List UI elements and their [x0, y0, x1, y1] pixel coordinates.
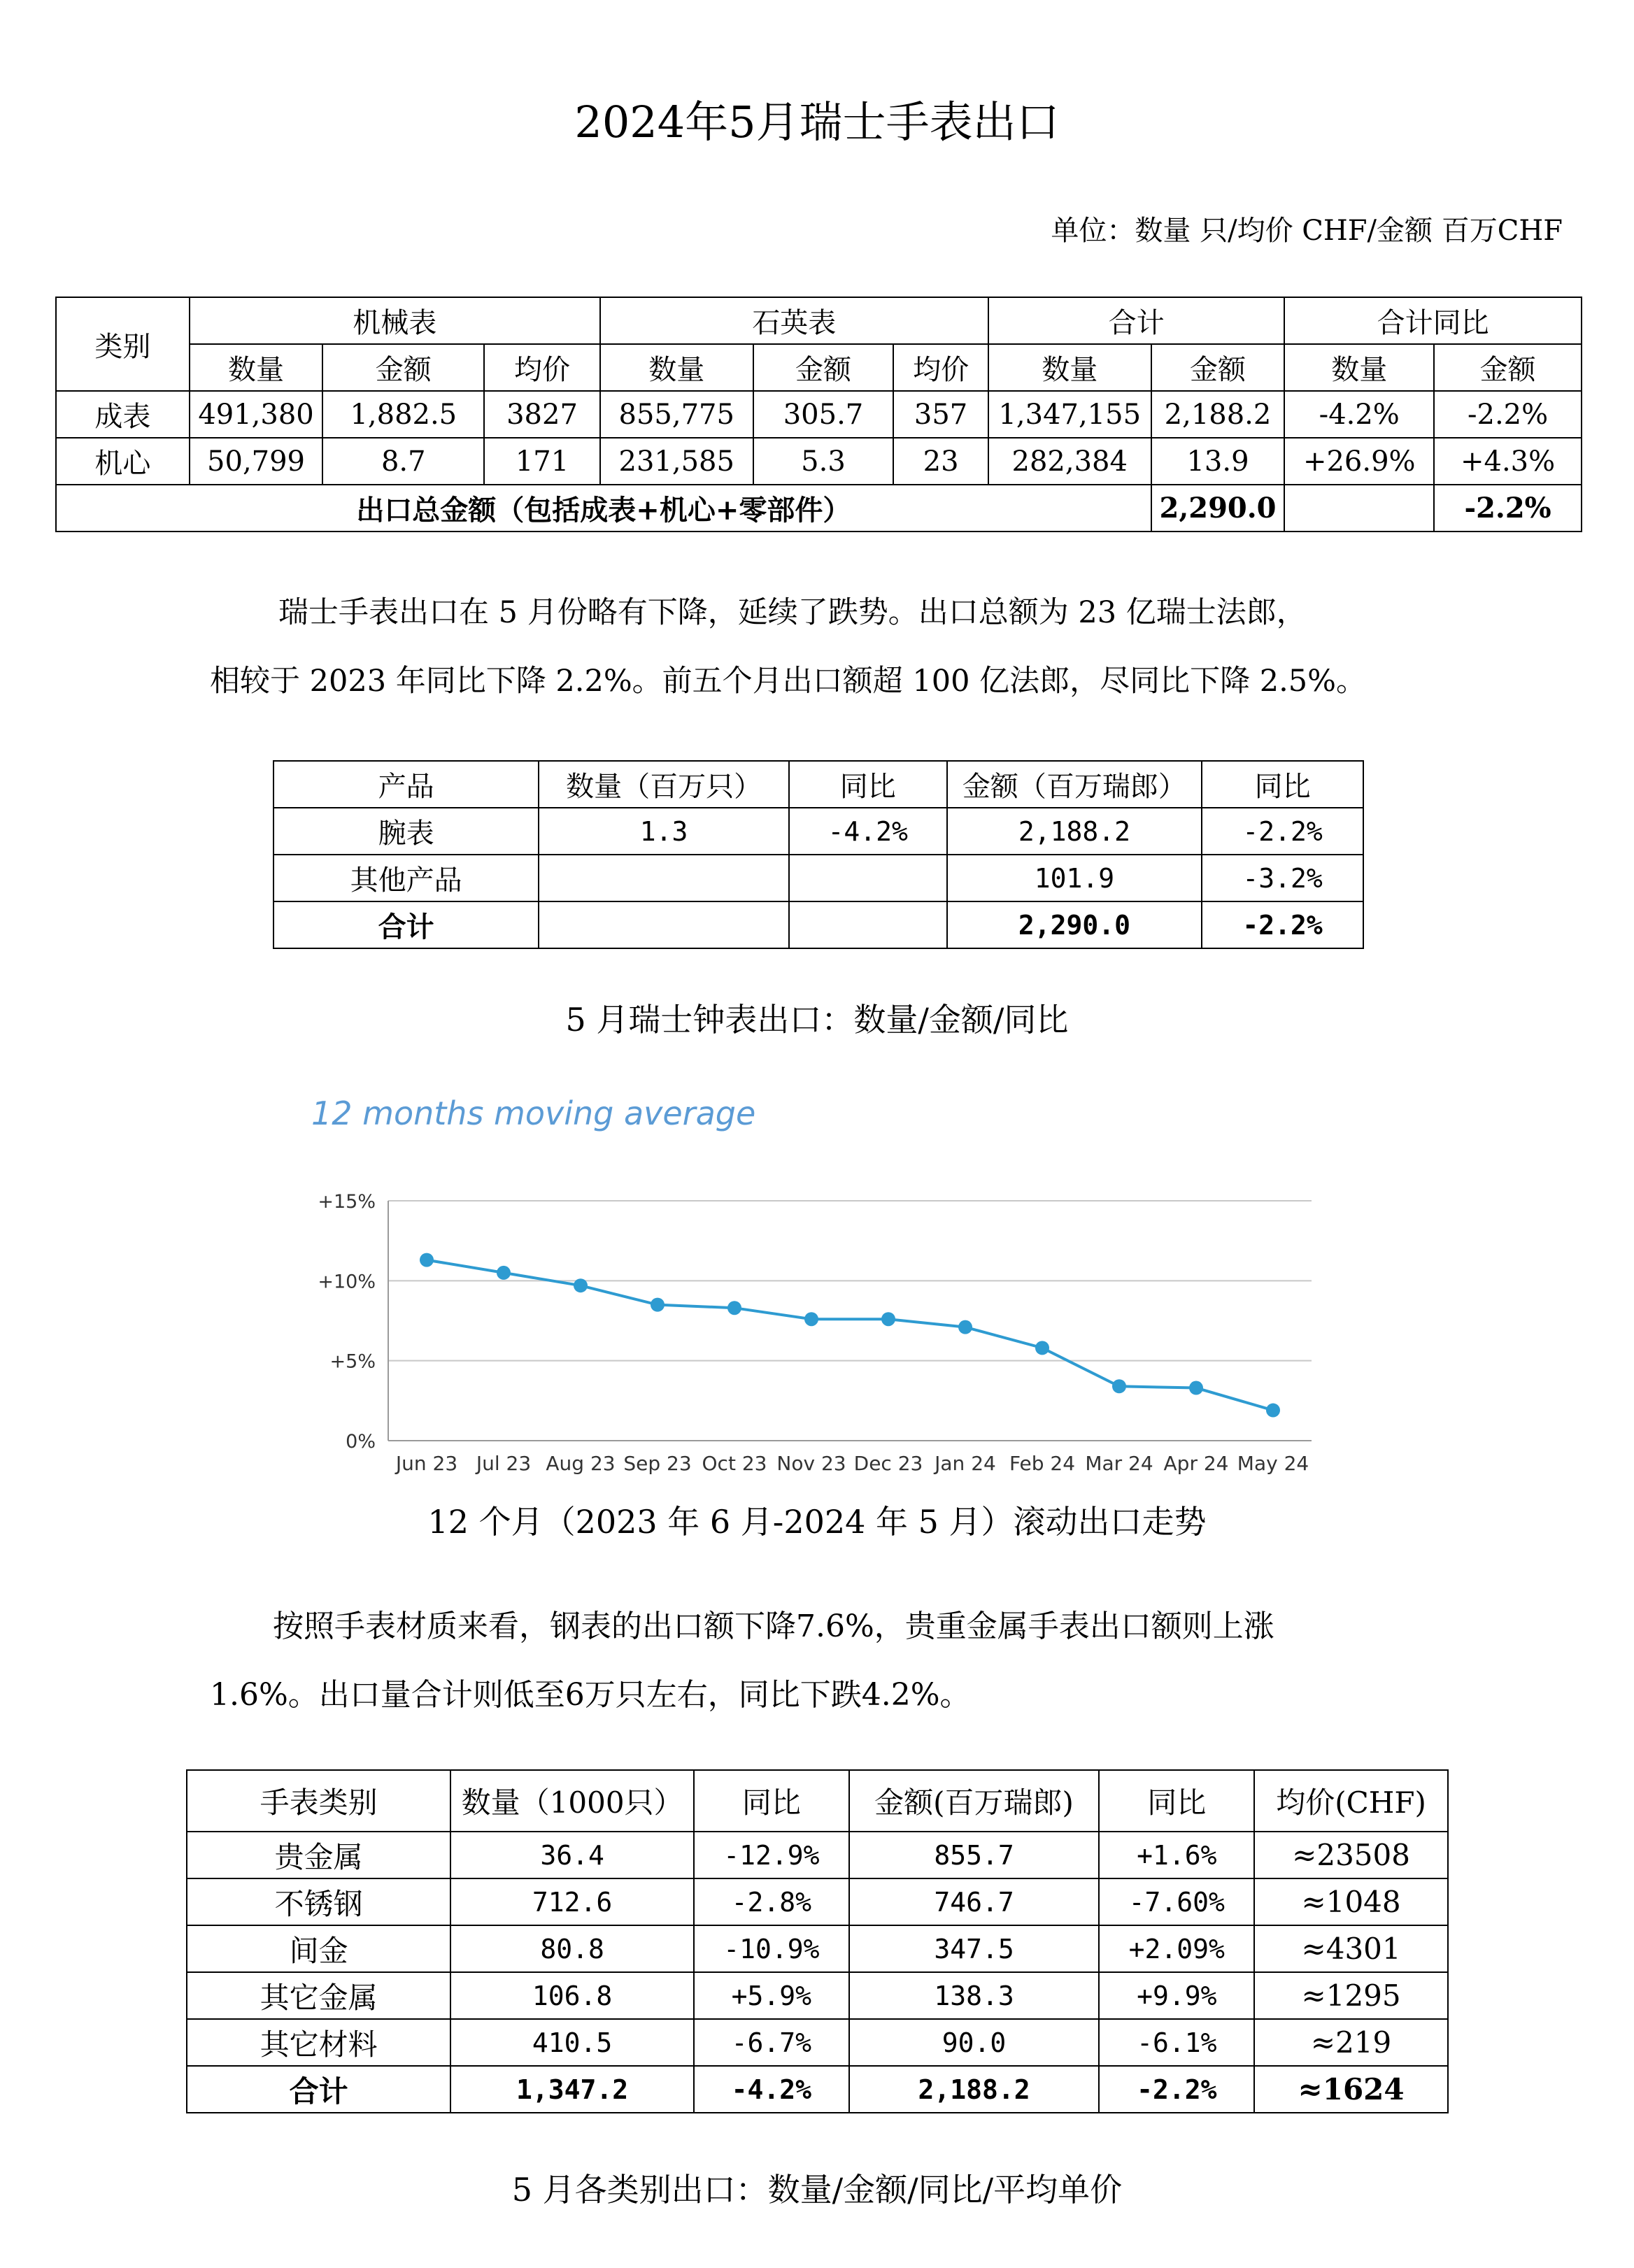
- table-cell: 90.0: [849, 2019, 1100, 2066]
- y-tick-label: +10%: [318, 1271, 376, 1293]
- x-tick-label: Jun 23: [395, 1452, 458, 1475]
- moving-average-chart: [297, 1091, 1333, 1483]
- header-cell: 金额（百万瑞郎）: [947, 761, 1202, 808]
- table-cell: +26.9%: [1284, 438, 1434, 485]
- export-summary-table: [55, 297, 1582, 532]
- table-cell: -2.2%: [1202, 901, 1363, 948]
- table-cell: 347.5: [849, 1925, 1100, 1972]
- x-tick-label: Dec 23: [853, 1452, 923, 1475]
- data-point: [1266, 1404, 1280, 1418]
- subheader-cell: 均价: [893, 344, 988, 391]
- unit-note: 单位：数量 只/均价 CHF/金额 百万CHF: [1051, 215, 1563, 247]
- table-cell: +1.6%: [1099, 1832, 1254, 1878]
- table-cell: 357: [893, 391, 988, 438]
- table-cell: -4.2%: [694, 2066, 849, 2113]
- table-cell: 1,347,155: [988, 391, 1151, 438]
- header-cell: 同比: [1099, 1770, 1254, 1832]
- table-row: [187, 1925, 1448, 1972]
- table-cell: 50,799: [190, 438, 323, 485]
- y-axis-ticks: [318, 1191, 376, 1453]
- data-point: [958, 1320, 972, 1334]
- row-label: 机心: [56, 438, 190, 485]
- table-cell: 1,347.2: [450, 2066, 694, 2113]
- table-total-row: [187, 2066, 1448, 2113]
- table-cell: 13.9: [1151, 438, 1285, 485]
- header-cell: 金额(百万瑞郎): [849, 1770, 1100, 1832]
- data-point: [1189, 1381, 1203, 1395]
- row-label: 贵金属: [187, 1832, 450, 1878]
- x-tick-label: Oct 23: [702, 1452, 767, 1475]
- table-cell: [789, 855, 947, 901]
- header-cell: 手表类别: [187, 1770, 450, 1832]
- table-cell: ≈4301: [1254, 1925, 1448, 1972]
- table-row: [273, 808, 1363, 855]
- table-cell: -2.2%: [1202, 808, 1363, 855]
- header-mechanical: 机械表: [190, 297, 600, 344]
- chart-title: 12 months moving average: [311, 1094, 756, 1132]
- paragraph-line: 1.6%。出口量合计则低至6万只左右，同比下跌4.2%。: [210, 1677, 971, 1713]
- row-label: 合计: [273, 901, 539, 948]
- subheader-cell: 数量: [600, 344, 753, 391]
- table-row: [56, 438, 1582, 485]
- row-label: 成表: [56, 391, 190, 438]
- table-cell: 410.5: [450, 2019, 694, 2066]
- total-value: 2,290.0: [1151, 485, 1285, 532]
- table-row: [187, 1972, 1448, 2019]
- table-cell: +9.9%: [1099, 1972, 1254, 2019]
- table-cell: 106.8: [450, 1972, 694, 2019]
- table-cell: 1.3: [539, 808, 788, 855]
- subheader-cell: 金额: [1151, 344, 1285, 391]
- total-yoy: -2.2%: [1434, 485, 1582, 532]
- chart-grid: [388, 1201, 1312, 1441]
- header-cell: 数量（百万只）: [539, 761, 788, 808]
- data-point: [1035, 1341, 1049, 1355]
- row-label: 其它金属: [187, 1972, 450, 2019]
- table-cell: -2.2%: [1434, 391, 1582, 438]
- x-tick-label: Jul 23: [476, 1452, 532, 1475]
- data-point: [574, 1278, 588, 1292]
- x-tick-label: Mar 24: [1085, 1452, 1153, 1475]
- subheader-cell: 金额: [753, 344, 894, 391]
- data-point: [881, 1312, 895, 1326]
- caption: 5 月各类别出口：数量/金额/同比/平均单价: [511, 2171, 1123, 2209]
- table-cell: [789, 901, 947, 948]
- table-cell: -7.60%: [1099, 1878, 1254, 1925]
- table-cell: 282,384: [988, 438, 1151, 485]
- table-cell: 712.6: [450, 1878, 694, 1925]
- data-point: [1112, 1379, 1126, 1393]
- table-row: [187, 1832, 1448, 1878]
- table-cell: 101.9: [947, 855, 1202, 901]
- table-cell: +4.3%: [1434, 438, 1582, 485]
- series-points: [420, 1253, 1280, 1418]
- table-cell: -12.9%: [694, 1832, 849, 1878]
- x-tick-label: Feb 24: [1009, 1452, 1076, 1475]
- x-tick-label: Apr 24: [1163, 1452, 1229, 1475]
- data-point: [651, 1298, 665, 1312]
- table-cell: 36.4: [450, 1832, 694, 1878]
- table-header-row: [273, 761, 1363, 808]
- table-cell: [539, 901, 788, 948]
- page-title: 2024年5月瑞士手表出口: [574, 97, 1060, 148]
- table-cell: ≈219: [1254, 2019, 1448, 2066]
- header-total: 合计: [988, 297, 1285, 344]
- table-cell: ≈23508: [1254, 1832, 1448, 1878]
- table-cell: -6.1%: [1099, 2019, 1254, 2066]
- header-cell: 同比: [789, 761, 947, 808]
- data-point: [727, 1301, 741, 1315]
- row-label: 合计: [187, 2066, 450, 2113]
- header-cell: 均价(CHF): [1254, 1770, 1448, 1832]
- data-point: [497, 1266, 511, 1280]
- header-cell: 同比: [1202, 761, 1363, 808]
- table-subheader-row: [56, 344, 1582, 391]
- y-tick-label: +5%: [329, 1350, 376, 1373]
- table-cell: 305.7: [753, 391, 894, 438]
- empty-cell: [1284, 485, 1434, 532]
- table-cell: 746.7: [849, 1878, 1100, 1925]
- table-cell: -4.2%: [1284, 391, 1434, 438]
- y-tick-label: +15%: [318, 1191, 376, 1213]
- data-point: [420, 1253, 434, 1267]
- row-label: 其他产品: [273, 855, 539, 901]
- table-cell: 2,188.2: [849, 2066, 1100, 2113]
- header-cell: 数量（1000只）: [450, 1770, 694, 1832]
- subheader-cell: 数量: [988, 344, 1151, 391]
- table-cell: 3827: [484, 391, 600, 438]
- subheader-cell: 金额: [1434, 344, 1582, 391]
- y-tick-label: 0%: [346, 1431, 376, 1453]
- header-total-yoy: 合计同比: [1284, 297, 1582, 344]
- table-cell: 1,882.5: [322, 391, 484, 438]
- row-label: 其它材料: [187, 2019, 450, 2066]
- paragraph-line: 相较于 2023 年同比下降 2.2%。前五个月出口额超 100 亿法郎，尽同比下降 2.5%。: [210, 664, 1367, 699]
- row-label: 腕表: [273, 808, 539, 855]
- table-cell: +5.9%: [694, 1972, 849, 2019]
- table-row: [56, 391, 1582, 438]
- table-cell: 2,290.0: [947, 901, 1202, 948]
- table-cell: 80.8: [450, 1925, 694, 1972]
- table-cell: 231,585: [600, 438, 753, 485]
- table-row: [187, 2019, 1448, 2066]
- header-cell: 产品: [273, 761, 539, 808]
- table-cell: 5.3: [753, 438, 894, 485]
- table-total-row: [56, 485, 1582, 532]
- table-header-row: [187, 1770, 1448, 1832]
- paragraph-line: 瑞士手表出口在 5 月份略有下降，延续了跌势。出口总额为 23 亿瑞士法郎，: [278, 595, 1307, 630]
- row-label: 不锈钢: [187, 1878, 450, 1925]
- table-cell: 171: [484, 438, 600, 485]
- table-cell: 491,380: [190, 391, 323, 438]
- series-line: [427, 1260, 1273, 1411]
- row-label: 间金: [187, 1925, 450, 1972]
- table-cell: ≈1295: [1254, 1972, 1448, 2019]
- table-row: [273, 855, 1363, 901]
- table-cell: -10.9%: [694, 1925, 849, 1972]
- table-cell: +2.09%: [1099, 1925, 1254, 1972]
- header-category: 类别: [56, 297, 190, 391]
- data-point: [804, 1312, 818, 1326]
- header-quartz: 石英表: [600, 297, 988, 344]
- header-cell: 同比: [694, 1770, 849, 1832]
- table-row: [187, 1878, 1448, 1925]
- table-total-row: [273, 901, 1363, 948]
- x-tick-label: Aug 23: [546, 1452, 616, 1475]
- caption: 12 个月（2023 年 6 月-2024 年 5 月）滚动出口走势: [427, 1503, 1207, 1541]
- paragraph-line: 按照手表材质来看，钢表的出口额下降7.6%，贵重金属手表出口额则上涨: [273, 1609, 1274, 1644]
- x-tick-label: May 24: [1237, 1452, 1309, 1475]
- table-cell: 138.3: [849, 1972, 1100, 2019]
- table-cell: 23: [893, 438, 988, 485]
- x-tick-label: Sep 23: [623, 1452, 692, 1475]
- table-cell: [539, 855, 788, 901]
- table-cell: 8.7: [322, 438, 484, 485]
- table-cell: 855.7: [849, 1832, 1100, 1878]
- total-label: 出口总金额（包括成表+机心+零部件）: [56, 485, 1151, 532]
- subheader-cell: 数量: [190, 344, 323, 391]
- subheader-cell: 数量: [1284, 344, 1434, 391]
- table-cell: ≈1624: [1254, 2066, 1448, 2113]
- table-cell: ≈1048: [1254, 1878, 1448, 1925]
- table-cell: -2.8%: [694, 1878, 849, 1925]
- x-tick-label: Nov 23: [776, 1452, 846, 1475]
- table-cell: -3.2%: [1202, 855, 1363, 901]
- table-cell: -2.2%: [1099, 2066, 1254, 2113]
- table-cell: -6.7%: [694, 2019, 849, 2066]
- x-tick-label: Jan 24: [935, 1452, 996, 1475]
- x-axis-ticks: [395, 1452, 1309, 1475]
- table-cell: 855,775: [600, 391, 753, 438]
- caption: 5 月瑞士钟表出口：数量/金额/同比: [565, 1001, 1069, 1039]
- table-cell: 2,188.2: [1151, 391, 1285, 438]
- material-table: [186, 1769, 1449, 2113]
- product-table: [273, 760, 1364, 949]
- subheader-cell: 金额: [322, 344, 484, 391]
- table-header-row: [56, 297, 1582, 344]
- table-cell: -4.2%: [789, 808, 947, 855]
- subheader-cell: 均价: [484, 344, 600, 391]
- table-cell: 2,188.2: [947, 808, 1202, 855]
